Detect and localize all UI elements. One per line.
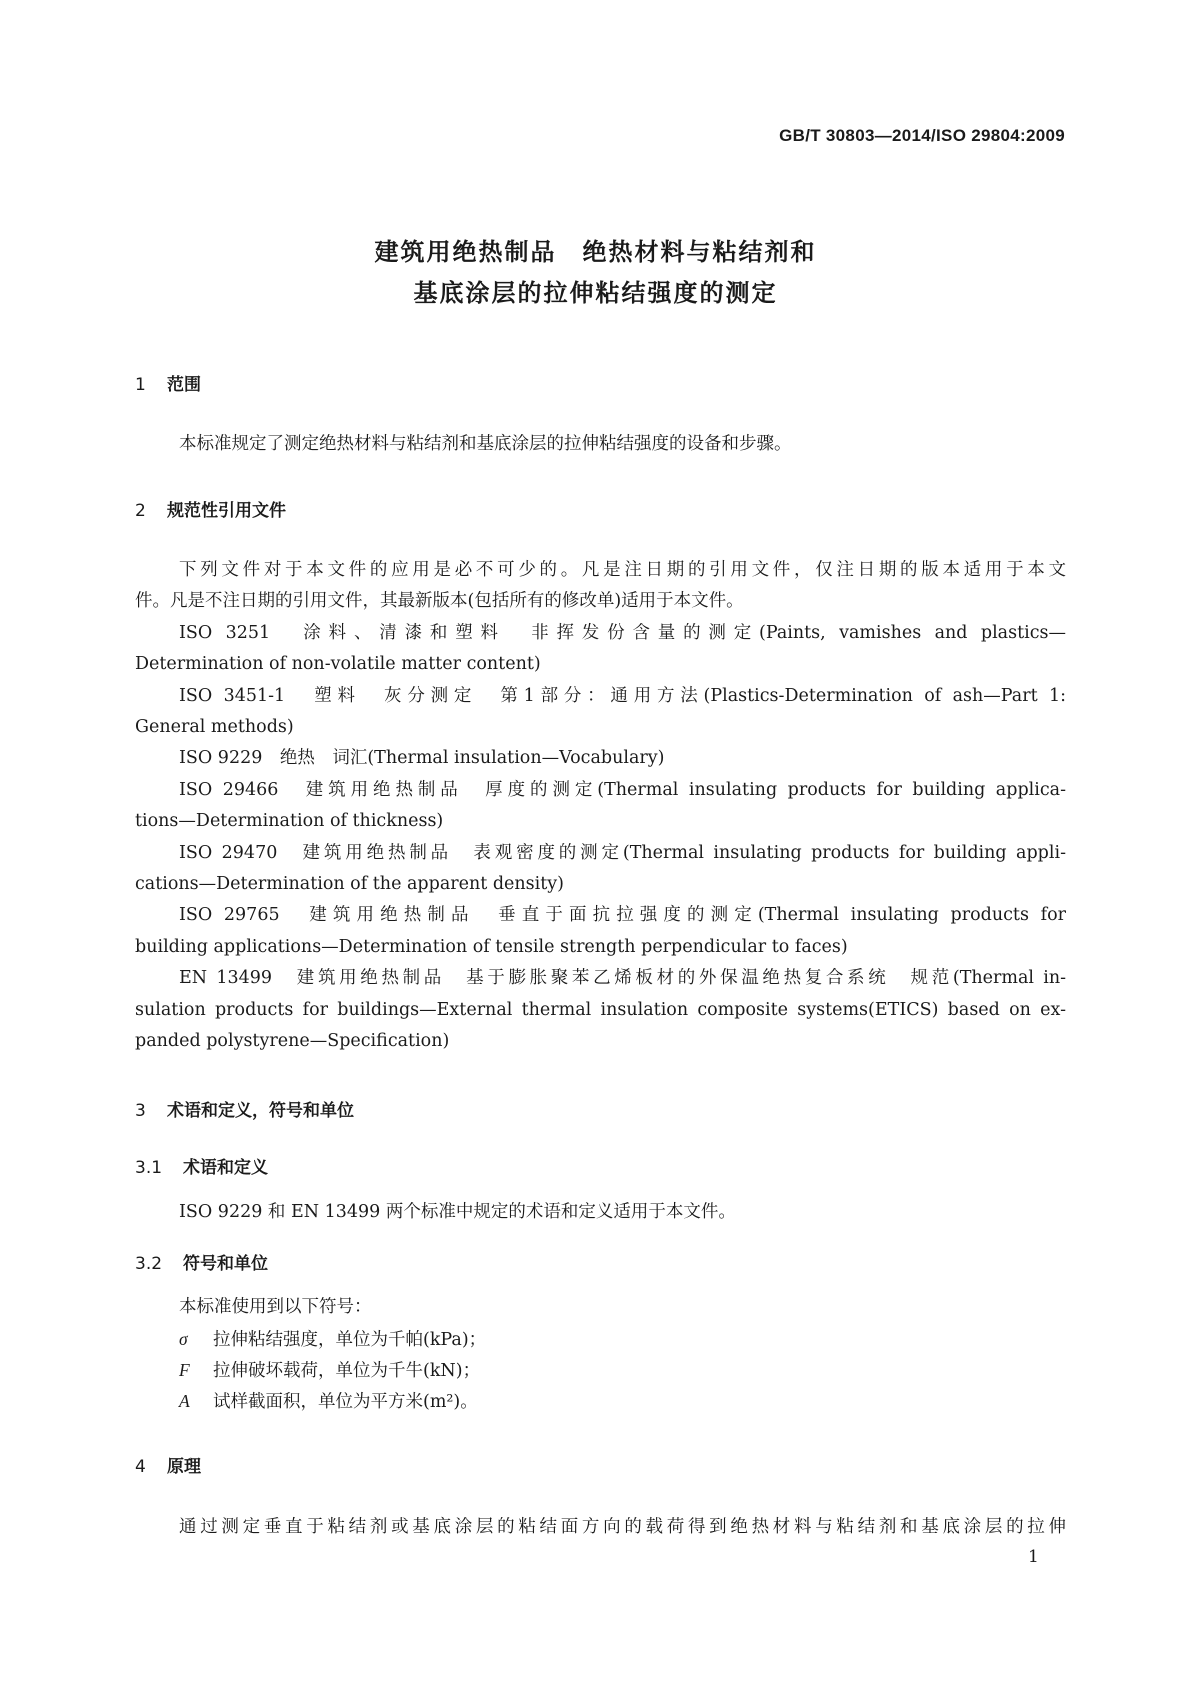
reference-line: panded polystyrene—Specification) [135, 1031, 450, 1051]
reference-line: ISO 29765 建筑用绝热制品 垂直于面抗拉强度的测定(Thermal insulating products for [179, 905, 1066, 926]
section-2-heading [135, 496, 286, 521]
section-4-text: 通过测定垂直于粘结剂或基底涂层的粘结面方向的载荷得到绝热材料与粘结剂和基底涂层的拉伸 [179, 1517, 1066, 1537]
reference-line: EN 13499 建筑用绝热制品 基于膨胀聚苯乙烯板材的外保温绝热复合系统 规范(Thermal in- [179, 968, 1066, 989]
symbol: A [179, 1391, 190, 1411]
section-title: 原理 [167, 1457, 201, 1477]
section-title: 符号和单位 [183, 1254, 268, 1274]
title-line-2: 基底涂层的拉伸粘结强度的测定 [413, 279, 778, 307]
section-number: 2 [135, 501, 146, 521]
section-3-heading [135, 1096, 354, 1121]
symbol-row [179, 1359, 1066, 1382]
section-title: 术语和定义，符号和单位 [167, 1101, 354, 1121]
reference-line: 下列文件对于本文件的应用是必不可少的。凡是注日期的引用文件，仅注日期的版本适用于本文 [179, 560, 1066, 580]
reference-line: ISO 9229 绝热 词汇(Thermal insulation—Vocabulary) [179, 748, 665, 769]
symbol-description: 拉伸破坏载荷，单位为千牛(kN)； [213, 1361, 481, 1381]
section-1-text: 本标准规定了测定绝热材料与粘结剂和基底涂层的拉伸粘结强度的设备和步骤。 [179, 434, 792, 454]
reference-line: tions—Determination of thickness) [135, 811, 444, 832]
section-3-1-text: ISO 9229 和 EN 13499 两个标准中规定的术语和定义适用于本文件。 [179, 1202, 736, 1222]
section-4-heading [135, 1452, 201, 1477]
symbol-description: 试样截面积，单位为平方米(m²)。 [213, 1392, 478, 1412]
reference-line: ISO 3251 涂料、清漆和塑料 非挥发份含量的测定(Paints, vamishes and plastics— [179, 622, 1066, 643]
section-title: 范围 [167, 375, 201, 395]
section-number: 3 [135, 1101, 146, 1121]
symbol: F [179, 1360, 190, 1380]
page-number: 1 [1028, 1547, 1039, 1567]
symbol: σ [179, 1329, 188, 1349]
section-number: 3.2 [135, 1254, 163, 1274]
reference-line: Determination of non-volatile matter content) [135, 654, 541, 675]
section-3-1-heading [135, 1153, 268, 1178]
symbols-intro: 本标准使用到以下符号： [179, 1297, 372, 1317]
reference-line: 件。凡是不注日期的引用文件，其最新版本(包括所有的修改单)适用于本文件。 [135, 591, 744, 612]
title-line-1: 建筑用绝热制品 绝热材料与粘结剂和 [374, 238, 817, 266]
reference-line: cations—Determination of the apparent density) [135, 874, 564, 894]
section-number: 1 [135, 375, 146, 395]
reference-line: General methods) [135, 717, 294, 737]
section-title: 规范性引用文件 [167, 501, 286, 521]
section-1-heading [135, 370, 201, 395]
reference-line: ISO 3451-1 塑料 灰分测定 第1部分：通用方法(Plastics-Determination of ash—Part 1: [179, 685, 1066, 706]
section-number: 3.1 [135, 1158, 163, 1178]
reference-line: ISO 29466 建筑用绝热制品 厚度的测定(Thermal insulating products for building applica- [179, 779, 1066, 800]
symbol-row [179, 1328, 1066, 1351]
symbol-description: 拉伸粘结强度，单位为千帕(kPa)； [213, 1330, 487, 1350]
section-number: 4 [135, 1457, 146, 1477]
section-title: 术语和定义 [183, 1158, 268, 1178]
reference-line: sulation products for buildings—External thermal insulation composite systems(ETICS) based on ex- [135, 999, 1066, 1020]
document-code-header: GB/T 30803—2014/ISO 29804:2009 [779, 126, 1065, 145]
symbol-row [179, 1390, 1066, 1413]
reference-line: building applications—Determination of tensile strength perpendicular to faces) [135, 936, 848, 957]
reference-line: ISO 29470 建筑用绝热制品 表观密度的测定(Thermal insulating products for building appli- [179, 842, 1066, 863]
section-3-2-heading [135, 1249, 268, 1274]
